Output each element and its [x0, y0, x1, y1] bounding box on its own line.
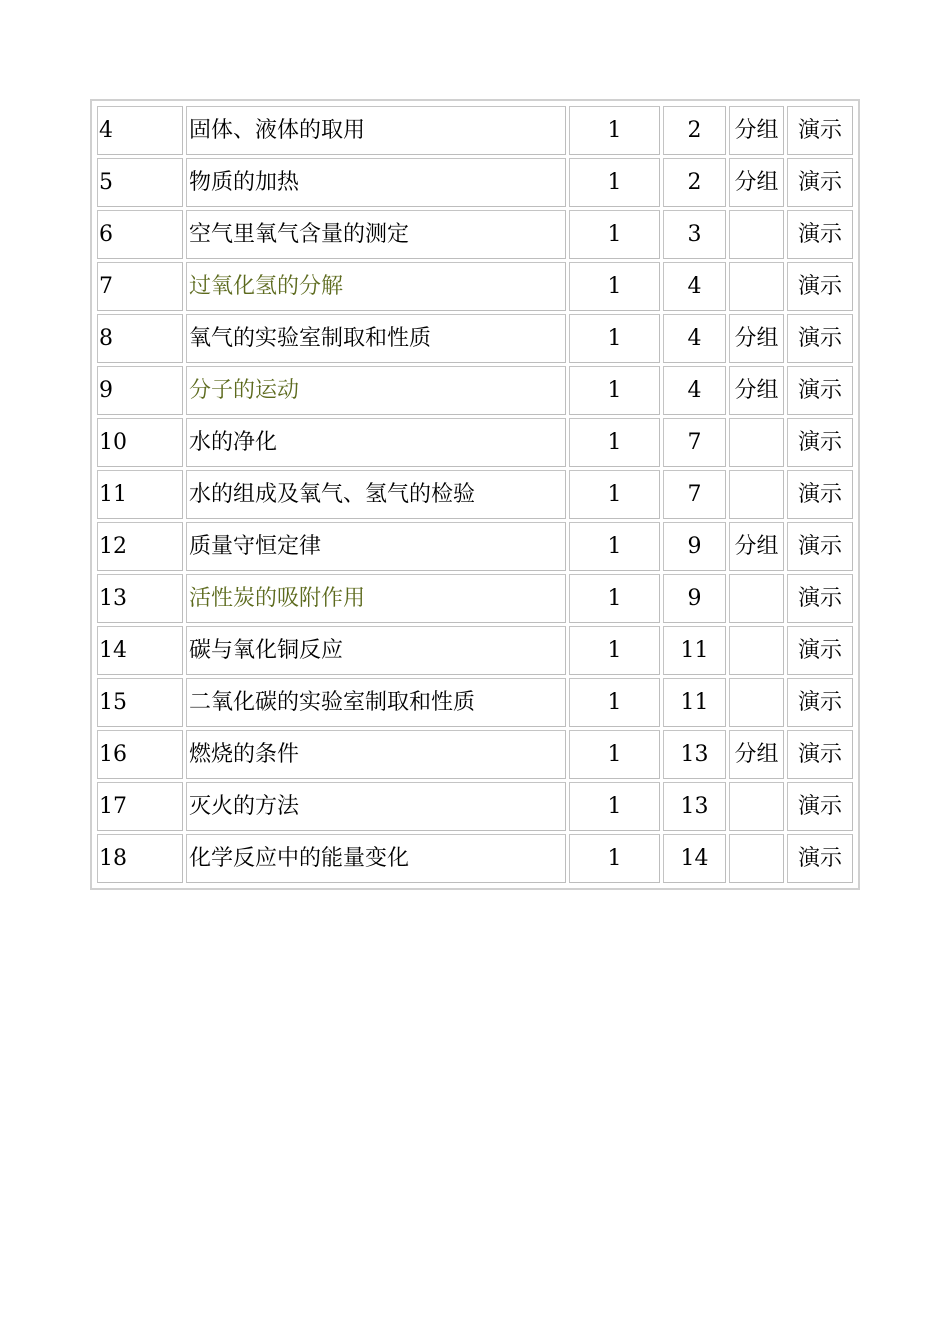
experiment-name-link[interactable]: 分子的运动	[186, 366, 566, 415]
experiment-name-cell: 灭火的方法	[186, 782, 566, 831]
experiment-name-cell: 水的净化	[186, 418, 566, 467]
experiment-name-cell: 燃烧的条件	[186, 730, 566, 779]
table-row	[97, 470, 853, 519]
experiment-table	[94, 103, 856, 886]
unit-cell: 11	[663, 626, 726, 675]
unit-cell: 4	[663, 366, 726, 415]
group-type-cell: 分组	[729, 106, 784, 155]
row-number-cell: 8	[97, 314, 183, 363]
count-cell: 1	[569, 522, 660, 571]
unit-cell: 9	[663, 574, 726, 623]
experiment-name-cell: 水的组成及氧气、氢气的检验	[186, 470, 566, 519]
group-type-cell: 分组	[729, 730, 784, 779]
unit-cell: 7	[663, 418, 726, 467]
row-number-cell: 13	[97, 574, 183, 623]
table-row	[97, 730, 853, 779]
count-cell: 1	[569, 782, 660, 831]
row-number-cell: 11	[97, 470, 183, 519]
row-number-cell: 16	[97, 730, 183, 779]
row-number-cell: 12	[97, 522, 183, 571]
unit-cell: 13	[663, 782, 726, 831]
experiment-name-cell: 二氧化碳的实验室制取和性质	[186, 678, 566, 727]
group-type-cell	[729, 834, 784, 883]
demo-type-cell: 演示	[787, 418, 853, 467]
group-type-cell	[729, 782, 784, 831]
table-row	[97, 834, 853, 883]
count-cell: 1	[569, 262, 660, 311]
unit-cell: 9	[663, 522, 726, 571]
experiment-name-cell: 碳与氧化铜反应	[186, 626, 566, 675]
demo-type-cell: 演示	[787, 782, 853, 831]
demo-type-cell: 演示	[787, 730, 853, 779]
unit-cell: 13	[663, 730, 726, 779]
group-type-cell: 分组	[729, 366, 784, 415]
demo-type-cell: 演示	[787, 574, 853, 623]
group-type-cell	[729, 418, 784, 467]
row-number-cell: 14	[97, 626, 183, 675]
count-cell: 1	[569, 106, 660, 155]
group-type-cell: 分组	[729, 314, 784, 363]
experiment-name-cell: 氧气的实验室制取和性质	[186, 314, 566, 363]
group-type-cell	[729, 470, 784, 519]
unit-cell: 2	[663, 106, 726, 155]
count-cell: 1	[569, 158, 660, 207]
experiment-table-body	[97, 106, 853, 883]
table-row	[97, 106, 853, 155]
row-number-cell: 7	[97, 262, 183, 311]
demo-type-cell: 演示	[787, 470, 853, 519]
demo-type-cell: 演示	[787, 834, 853, 883]
table-row	[97, 522, 853, 571]
table-row	[97, 418, 853, 467]
count-cell: 1	[569, 730, 660, 779]
count-cell: 1	[569, 834, 660, 883]
unit-cell: 11	[663, 678, 726, 727]
row-number-cell: 15	[97, 678, 183, 727]
group-type-cell: 分组	[729, 158, 784, 207]
table-row	[97, 782, 853, 831]
unit-cell: 7	[663, 470, 726, 519]
count-cell: 1	[569, 210, 660, 259]
unit-cell: 4	[663, 314, 726, 363]
group-type-cell	[729, 262, 784, 311]
demo-type-cell: 演示	[787, 210, 853, 259]
row-number-cell: 18	[97, 834, 183, 883]
experiment-name-cell: 物质的加热	[186, 158, 566, 207]
experiment-name-cell: 固体、液体的取用	[186, 106, 566, 155]
demo-type-cell: 演示	[787, 366, 853, 415]
demo-type-cell: 演示	[787, 314, 853, 363]
unit-cell: 4	[663, 262, 726, 311]
count-cell: 1	[569, 678, 660, 727]
table-row	[97, 210, 853, 259]
demo-type-cell: 演示	[787, 678, 853, 727]
unit-cell: 3	[663, 210, 726, 259]
row-number-cell: 10	[97, 418, 183, 467]
table-row	[97, 314, 853, 363]
group-type-cell: 分组	[729, 522, 784, 571]
demo-type-cell: 演示	[787, 106, 853, 155]
table-row	[97, 158, 853, 207]
group-type-cell	[729, 678, 784, 727]
experiment-name-link[interactable]: 活性炭的吸附作用	[186, 574, 566, 623]
demo-type-cell: 演示	[787, 262, 853, 311]
experiment-name-link[interactable]: 过氧化氢的分解	[186, 262, 566, 311]
table-row	[97, 678, 853, 727]
table-row	[97, 366, 853, 415]
row-number-cell: 17	[97, 782, 183, 831]
group-type-cell	[729, 210, 784, 259]
row-number-cell: 4	[97, 106, 183, 155]
count-cell: 1	[569, 626, 660, 675]
experiment-name-cell: 质量守恒定律	[186, 522, 566, 571]
row-number-cell: 5	[97, 158, 183, 207]
count-cell: 1	[569, 314, 660, 363]
count-cell: 1	[569, 574, 660, 623]
unit-cell: 14	[663, 834, 726, 883]
table-row	[97, 574, 853, 623]
experiment-table-frame	[90, 99, 860, 890]
table-row	[97, 626, 853, 675]
experiment-name-cell: 空气里氧气含量的测定	[186, 210, 566, 259]
count-cell: 1	[569, 366, 660, 415]
experiment-name-cell: 化学反应中的能量变化	[186, 834, 566, 883]
demo-type-cell: 演示	[787, 522, 853, 571]
row-number-cell: 6	[97, 210, 183, 259]
row-number-cell: 9	[97, 366, 183, 415]
table-row	[97, 262, 853, 311]
group-type-cell	[729, 626, 784, 675]
group-type-cell	[729, 574, 784, 623]
demo-type-cell: 演示	[787, 158, 853, 207]
count-cell: 1	[569, 470, 660, 519]
unit-cell: 2	[663, 158, 726, 207]
count-cell: 1	[569, 418, 660, 467]
demo-type-cell: 演示	[787, 626, 853, 675]
